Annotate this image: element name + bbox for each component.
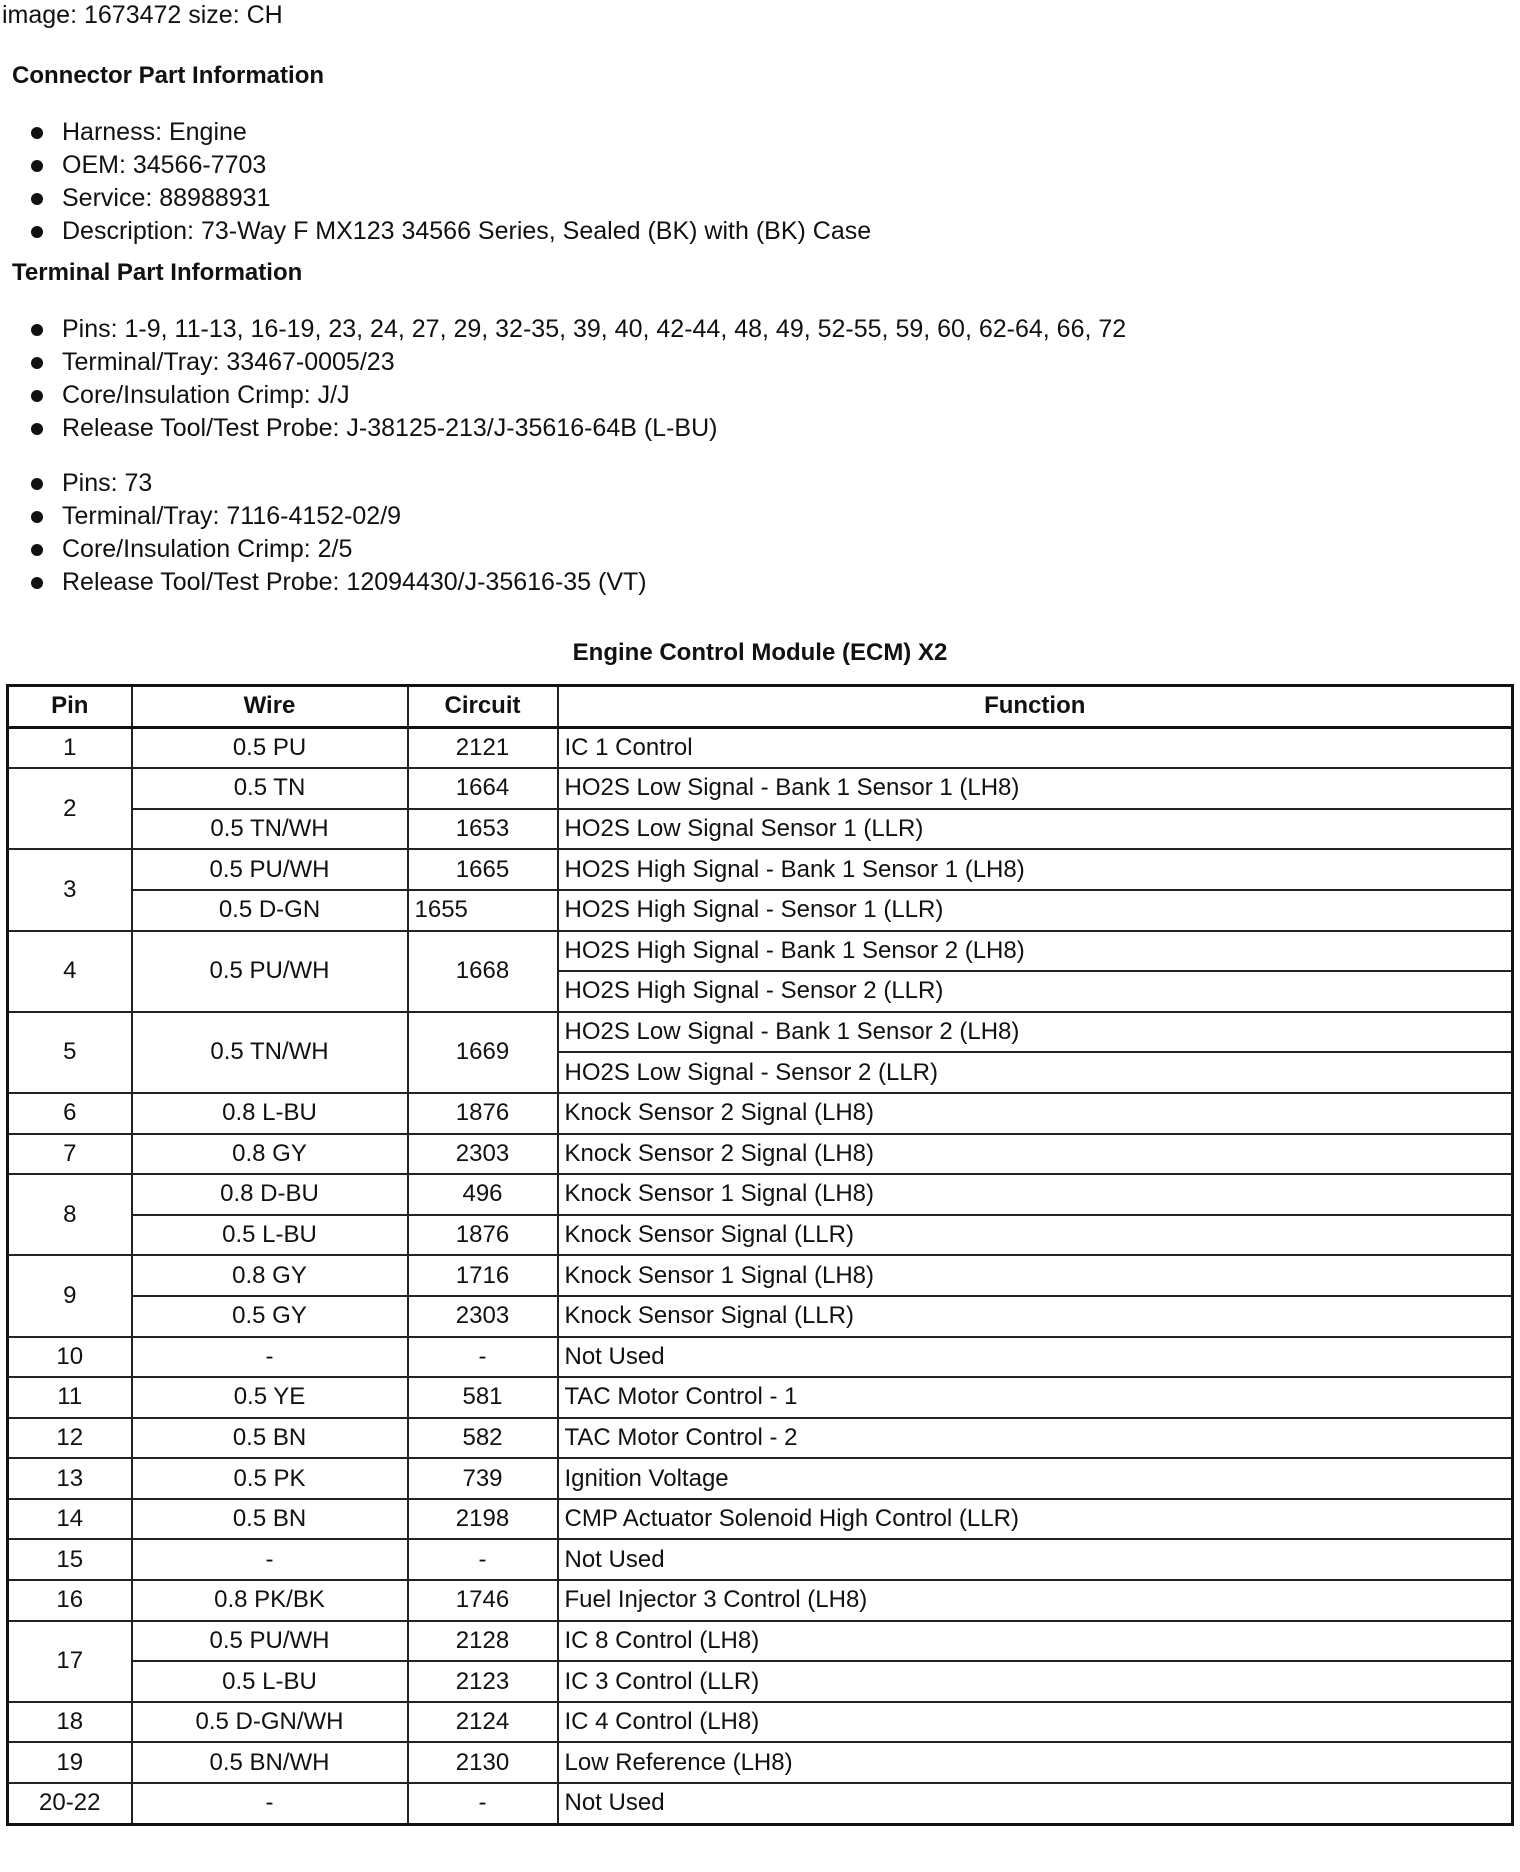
connector-info-list (0, 116, 871, 248)
circuit-cell: 1669 (408, 1012, 558, 1093)
wire-cell: 0.8 PK/BK (132, 1580, 408, 1621)
wire-cell: - (132, 1539, 408, 1580)
pin-cell: 13 (8, 1458, 132, 1499)
pin-cell: 15 (8, 1539, 132, 1580)
pin-cell: 19 (8, 1742, 132, 1783)
wire-cell: 0.8 GY (132, 1255, 408, 1296)
terminal-info-item: Core/Insulation Crimp: J/J (0, 379, 1126, 412)
circuit-cell: 496 (408, 1174, 558, 1215)
circuit-cell: 2124 (408, 1702, 558, 1743)
function-cell: Fuel Injector 3 Control (LH8) (558, 1580, 1513, 1621)
table-row (8, 890, 1513, 931)
table-row (8, 1215, 1513, 1256)
connector-info-item: OEM: 34566-7703 (0, 149, 871, 182)
pin-cell: 12 (8, 1418, 132, 1459)
table-row (8, 727, 1513, 768)
function-cell: Not Used (558, 1337, 1513, 1378)
wire-cell: 0.5 BN/WH (132, 1742, 408, 1783)
header-wire: Wire (132, 686, 408, 728)
wire-cell: 0.5 PK (132, 1458, 408, 1499)
function-cell: Knock Sensor 2 Signal (LH8) (558, 1134, 1513, 1175)
wire-cell: 0.5 BN (132, 1418, 408, 1459)
circuit-cell: 2121 (408, 727, 558, 768)
function-cell: HO2S High Signal - Sensor 1 (LLR) (558, 890, 1513, 931)
connector-info-item: Service: 88988931 (0, 182, 871, 215)
function-cell: Knock Sensor Signal (LLR) (558, 1215, 1513, 1256)
function-cell: Not Used (558, 1783, 1513, 1824)
function-cell: Knock Sensor Signal (LLR) (558, 1296, 1513, 1337)
function-cell: HO2S High Signal - Bank 1 Sensor 1 (LH8) (558, 849, 1513, 890)
table-row (8, 1377, 1513, 1418)
terminal-info-item: Terminal/Tray: 7116-4152-02/9 (0, 500, 647, 533)
pin-cell: 11 (8, 1377, 132, 1418)
wire-cell: 0.5 GY (132, 1296, 408, 1337)
circuit-cell: 2303 (408, 1296, 558, 1337)
circuit-cell: 1655 (408, 890, 558, 931)
terminal-info-item: Core/Insulation Crimp: 2/5 (0, 533, 647, 566)
header-circuit: Circuit (408, 686, 558, 728)
circuit-cell: - (408, 1783, 558, 1824)
table-row (8, 931, 1513, 972)
circuit-cell: 2128 (408, 1621, 558, 1662)
table-row (8, 809, 1513, 850)
wire-cell: 0.8 GY (132, 1134, 408, 1175)
table-row (8, 1499, 1513, 1540)
function-cell: Low Reference (LH8) (558, 1742, 1513, 1783)
circuit-cell: 1716 (408, 1255, 558, 1296)
connector-info-item: Description: 73-Way F MX123 34566 Series, Sealed (BK) with (BK) Case (0, 215, 871, 248)
bullet-icon (31, 478, 43, 490)
bullet-icon (31, 390, 43, 402)
circuit-cell: 2198 (408, 1499, 558, 1540)
terminal-info-item: Pins: 73 (0, 467, 647, 500)
function-cell: TAC Motor Control - 1 (558, 1377, 1513, 1418)
wire-cell: 0.8 D-BU (132, 1174, 408, 1215)
function-cell: IC 3 Control (LLR) (558, 1661, 1513, 1702)
wire-cell: 0.5 TN/WH (132, 1012, 408, 1093)
circuit-cell: 1746 (408, 1580, 558, 1621)
table-row (8, 768, 1513, 809)
function-cell: CMP Actuator Solenoid High Control (LLR) (558, 1499, 1513, 1540)
wire-cell: - (132, 1783, 408, 1824)
bullet-icon (31, 226, 43, 238)
bullet-icon (31, 357, 43, 369)
table-row (8, 1174, 1513, 1215)
table-row (8, 1702, 1513, 1743)
pin-cell: 18 (8, 1702, 132, 1743)
pin-cell: 5 (8, 1012, 132, 1093)
pin-cell: 2 (8, 768, 132, 849)
circuit-cell: 1876 (408, 1093, 558, 1134)
image-header: image: 1673472 size: CH (2, 1, 283, 29)
circuit-cell: 1876 (408, 1215, 558, 1256)
function-cell: Knock Sensor 1 Signal (LH8) (558, 1174, 1513, 1215)
circuit-cell: 582 (408, 1418, 558, 1459)
bullet-icon (31, 423, 43, 435)
circuit-cell: 1665 (408, 849, 558, 890)
table-row (8, 1012, 1513, 1053)
circuit-cell: 1653 (408, 809, 558, 850)
circuit-cell: 739 (408, 1458, 558, 1499)
table-row (8, 1580, 1513, 1621)
table-header-row (8, 686, 1513, 728)
pin-cell: 14 (8, 1499, 132, 1540)
bullet-icon (31, 577, 43, 589)
function-cell: IC 8 Control (LH8) (558, 1621, 1513, 1662)
wire-cell: 0.5 PU (132, 727, 408, 768)
wire-cell: 0.5 PU/WH (132, 849, 408, 890)
terminal-info-item: Terminal/Tray: 33467-0005/23 (0, 346, 1126, 379)
terminal-info-item: Release Tool/Test Probe: 12094430/J-35616-35 (VT) (0, 566, 647, 599)
pin-cell: 6 (8, 1093, 132, 1134)
function-cell: TAC Motor Control - 2 (558, 1418, 1513, 1459)
table-body (8, 727, 1513, 1824)
function-cell: HO2S Low Signal - Sensor 2 (LLR) (558, 1052, 1513, 1093)
table-row (8, 1742, 1513, 1783)
bullet-icon (31, 324, 43, 336)
table-row (8, 1661, 1513, 1702)
circuit-cell: 2123 (408, 1661, 558, 1702)
table-row (8, 849, 1513, 890)
pin-cell: 9 (8, 1255, 132, 1336)
pin-cell: 3 (8, 849, 132, 930)
function-cell: Not Used (558, 1539, 1513, 1580)
pin-cell: 1 (8, 727, 132, 768)
wire-cell: - (132, 1337, 408, 1378)
connector-part-information-title: Connector Part Information (12, 62, 325, 89)
table-row (8, 1621, 1513, 1662)
table-title: Engine Control Module (ECM) X2 (572, 639, 948, 666)
terminal-info-item: Release Tool/Test Probe: J-38125-213/J-35616-64B (L-BU) (0, 412, 1126, 445)
wire-cell: 0.8 L-BU (132, 1093, 408, 1134)
circuit-cell: 2130 (408, 1742, 558, 1783)
terminal-part-information-title: Terminal Part Information (12, 259, 303, 286)
table-row (8, 1418, 1513, 1459)
function-cell: HO2S High Signal - Sensor 2 (LLR) (558, 971, 1513, 1012)
wire-cell: 0.5 BN (132, 1499, 408, 1540)
pin-cell: 7 (8, 1134, 132, 1175)
wire-cell: 0.5 PU/WH (132, 931, 408, 1012)
function-cell: Knock Sensor 2 Signal (LH8) (558, 1093, 1513, 1134)
pin-cell: 10 (8, 1337, 132, 1378)
terminal-info-item: Pins: 1-9, 11-13, 16-19, 23, 24, 27, 29, 32-35, 39, 40, 42-44, 48, 49, 52-55, 59, 60, 62-64, 66, 72 (0, 313, 1126, 346)
wire-cell: 0.5 D-GN/WH (132, 1702, 408, 1743)
wire-cell: 0.5 YE (132, 1377, 408, 1418)
table-row (8, 1134, 1513, 1175)
function-cell: HO2S Low Signal - Bank 1 Sensor 1 (LH8) (558, 768, 1513, 809)
function-cell: IC 1 Control (558, 727, 1513, 768)
terminal-info-list-1 (0, 313, 1126, 445)
pin-cell: 20-22 (8, 1783, 132, 1824)
table-row (8, 1296, 1513, 1337)
function-cell: IC 4 Control (LH8) (558, 1702, 1513, 1743)
table-row (8, 1458, 1513, 1499)
header-function: Function (558, 686, 1513, 728)
bullet-icon (31, 511, 43, 523)
ecm-pinout-table (6, 684, 1514, 1826)
circuit-cell: 1668 (408, 931, 558, 1012)
pin-cell: 8 (8, 1174, 132, 1255)
table-row (8, 1783, 1513, 1824)
function-cell: HO2S Low Signal - Bank 1 Sensor 2 (LH8) (558, 1012, 1513, 1053)
bullet-icon (31, 127, 43, 139)
bullet-icon (31, 544, 43, 556)
table-row (8, 1337, 1513, 1378)
connector-info-item: Harness: Engine (0, 116, 871, 149)
wire-cell: 0.5 L-BU (132, 1215, 408, 1256)
circuit-cell: 2303 (408, 1134, 558, 1175)
wire-cell: 0.5 D-GN (132, 890, 408, 931)
circuit-cell: 1664 (408, 768, 558, 809)
wire-cell: 0.5 TN/WH (132, 809, 408, 850)
function-cell: HO2S Low Signal Sensor 1 (LLR) (558, 809, 1513, 850)
pin-cell: 17 (8, 1621, 132, 1702)
circuit-cell: - (408, 1539, 558, 1580)
wire-cell: 0.5 L-BU (132, 1661, 408, 1702)
bullet-icon (31, 160, 43, 172)
terminal-info-list-2 (0, 467, 647, 599)
function-cell: Ignition Voltage (558, 1458, 1513, 1499)
function-cell: HO2S High Signal - Bank 1 Sensor 2 (LH8) (558, 931, 1513, 972)
function-cell: Knock Sensor 1 Signal (LH8) (558, 1255, 1513, 1296)
circuit-cell: - (408, 1337, 558, 1378)
pin-cell: 16 (8, 1580, 132, 1621)
table-row (8, 1539, 1513, 1580)
wire-cell: 0.5 TN (132, 768, 408, 809)
header-pin: Pin (8, 686, 132, 728)
table-row (8, 1093, 1513, 1134)
pin-cell: 4 (8, 931, 132, 1012)
bullet-icon (31, 193, 43, 205)
table-row (8, 1255, 1513, 1296)
circuit-cell: 581 (408, 1377, 558, 1418)
wire-cell: 0.5 PU/WH (132, 1621, 408, 1662)
